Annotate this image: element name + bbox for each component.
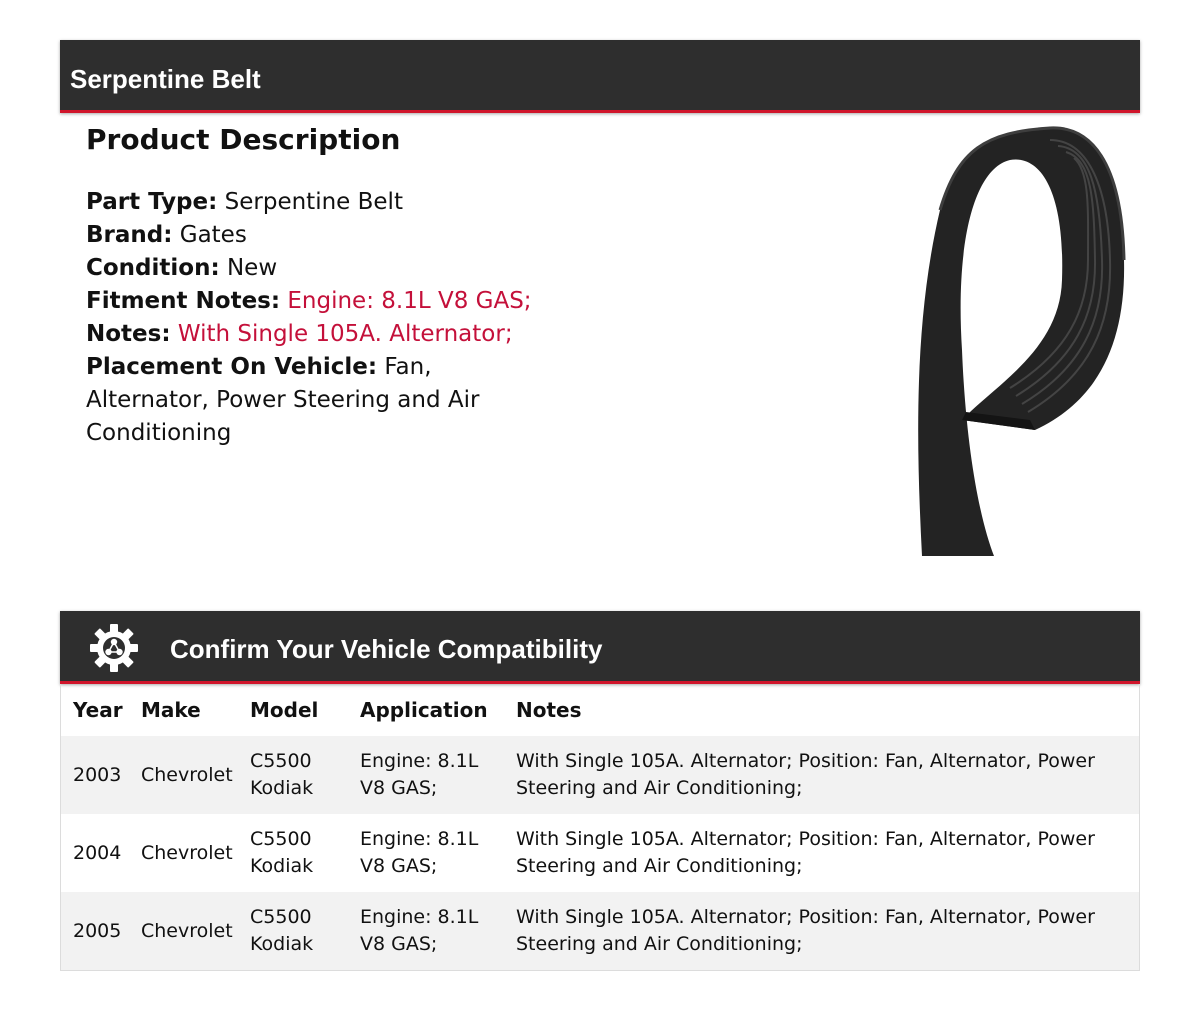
spec-label: Fitment Notes:	[86, 288, 281, 314]
spec-label: Placement On Vehicle:	[86, 354, 378, 380]
spec-row	[86, 351, 546, 450]
column-header-year: Year	[73, 698, 123, 722]
spec-value-highlight: With Single 105A. Alternator;	[177, 321, 513, 347]
spec-row	[86, 252, 646, 285]
cell-make: Chevrolet	[141, 763, 233, 786]
cell-application: Engine: 8.1L V8 GAS;	[360, 750, 479, 799]
spec-value-highlight: Engine: 8.1L V8 GAS;	[287, 288, 532, 314]
spec-label: Condition:	[86, 255, 220, 281]
cell-model: C5500 Kodiak	[250, 750, 314, 799]
spec-value: Serpentine Belt	[224, 189, 403, 215]
spec-list	[86, 186, 646, 450]
spec-row	[86, 285, 646, 318]
spec-label: Brand:	[86, 222, 173, 248]
column-header-application: Application	[360, 698, 488, 722]
cell-application: Engine: 8.1L V8 GAS;	[360, 906, 479, 955]
column-header-notes: Notes	[516, 698, 582, 722]
description-heading: Product Description	[86, 123, 401, 156]
cell-year: 2003	[73, 763, 122, 786]
cell-notes: With Single 105A. Alternator; Position: Fan, Alternator, Power Steering and Air Conditioning;	[516, 750, 1095, 799]
spec-row	[86, 186, 646, 219]
cell-make: Chevrolet	[141, 841, 233, 864]
gear-icon	[88, 622, 140, 674]
spec-row	[86, 219, 646, 252]
cell-application: Engine: 8.1L V8 GAS;	[360, 828, 479, 877]
column-header-make: Make	[141, 698, 201, 722]
spec-value: Fan, Alternator, Power Steering and Air Conditioning	[86, 354, 480, 446]
cell-notes: With Single 105A. Alternator; Position: Fan, Alternator, Power Steering and Air Conditioning;	[516, 828, 1095, 877]
cell-make: Chevrolet	[141, 919, 233, 942]
spec-value: New	[226, 255, 278, 281]
table-row	[61, 814, 1139, 892]
spec-value: Gates	[179, 222, 247, 248]
table-row	[61, 736, 1139, 814]
product-description	[86, 120, 646, 450]
spec-label: Part Type:	[86, 189, 218, 215]
compatibility-title: Confirm Your Vehicle Compatibility	[170, 634, 603, 664]
cell-notes: With Single 105A. Alternator; Position: Fan, Alternator, Power Steering and Air Conditioning;	[516, 906, 1095, 955]
compatibility-table	[60, 684, 1140, 971]
spec-label: Notes:	[86, 321, 171, 347]
cell-year: 2004	[73, 841, 122, 864]
serpentine-belt-image	[900, 120, 1140, 560]
cell-model: C5500 Kodiak	[250, 906, 314, 955]
table-row	[61, 892, 1139, 970]
page-title: Serpentine Belt	[70, 64, 261, 94]
cell-year: 2005	[73, 919, 122, 942]
column-header-model: Model	[250, 698, 319, 722]
header-bar	[60, 40, 1140, 113]
table-header-row	[61, 684, 1139, 736]
compatibility-bar	[60, 611, 1140, 684]
spec-row	[86, 318, 646, 351]
cell-model: C5500 Kodiak	[250, 828, 314, 877]
